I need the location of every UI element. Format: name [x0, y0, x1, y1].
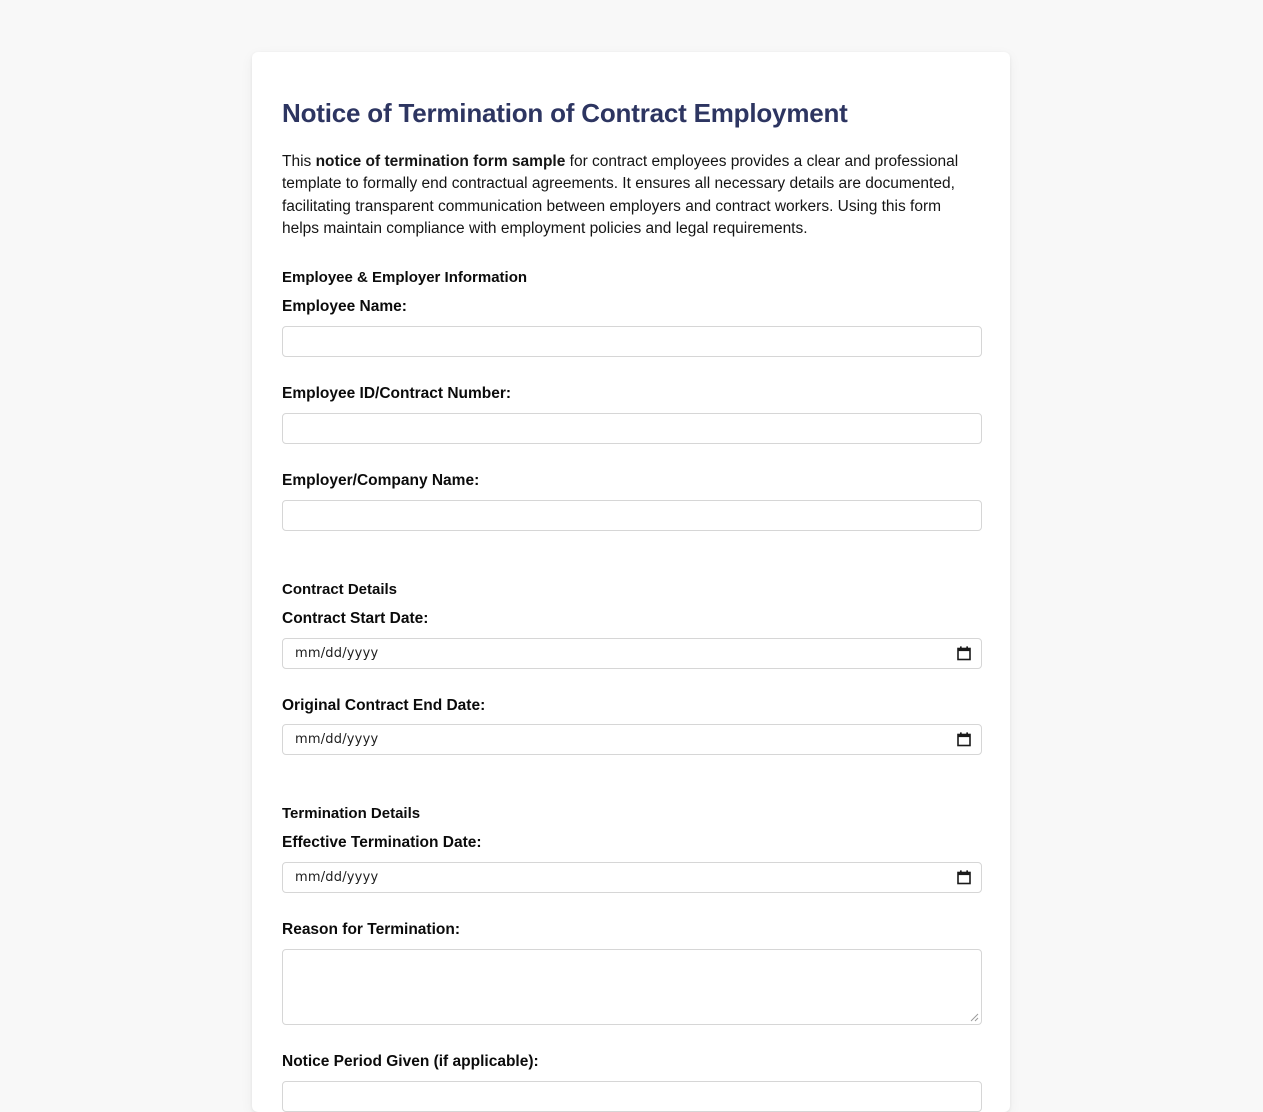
spacer	[282, 669, 980, 683]
employee-id-input[interactable]	[282, 413, 982, 444]
intro-text-after: for contract employees provides a clear and professional template to formally end contractual agreements. It ensures all necessary details are documented, facilitating transparent communication between employers and contract workers. Using this form helps maintain compliance with employment policies and legal requirements.	[282, 153, 959, 237]
section-heading-termination-details: Termination Details	[282, 805, 421, 823]
calendar-icon[interactable]	[957, 870, 971, 885]
notice-period-label: Notice Period Given (if applicable):	[282, 1053, 539, 1071]
field-effective-termination-date	[282, 824, 980, 893]
effective-termination-date-placeholder: mm/dd/yyyy	[295, 870, 379, 886]
contract-start-date-label: Contract Start Date:	[282, 609, 429, 627]
notice-period-input[interactable]	[282, 1081, 982, 1112]
employer-name-label: Employer/Company Name:	[282, 471, 480, 489]
form-card	[252, 52, 1010, 1112]
spacer	[282, 755, 980, 776]
spacer	[282, 531, 980, 552]
intro-paragraph	[282, 129, 980, 240]
intro-text-before: This	[282, 153, 316, 171]
contract-start-date-placeholder: mm/dd/yyyy	[295, 645, 379, 661]
employee-id-label: Employee ID/Contract Number:	[282, 384, 512, 402]
field-employer-name	[282, 458, 980, 531]
effective-termination-date-label: Effective Termination Date:	[282, 834, 482, 852]
field-employee-name	[282, 288, 980, 357]
intro-text-bold: notice of termination form sample	[315, 153, 566, 171]
spacer	[282, 357, 980, 371]
field-contract-start-date	[282, 600, 980, 669]
section-heading-employee-employer: Employee & Employer Information	[282, 268, 528, 286]
reason-for-termination-label: Reason for Termination:	[282, 921, 460, 939]
calendar-icon[interactable]	[957, 732, 971, 747]
employee-name-label: Employee Name:	[282, 297, 407, 315]
spacer	[282, 1025, 980, 1039]
field-reason-for-termination	[282, 907, 980, 1025]
page-title: Notice of Termination of Contract Employment	[282, 98, 848, 128]
employer-name-input[interactable]	[282, 500, 982, 531]
spacer	[282, 444, 980, 458]
field-notice-period	[282, 1039, 980, 1112]
reason-for-termination-textarea[interactable]	[282, 949, 982, 1025]
calendar-icon[interactable]	[957, 646, 971, 661]
spacer	[282, 893, 980, 907]
field-contract-end-date	[282, 683, 980, 756]
effective-termination-date-input[interactable]	[282, 862, 982, 893]
contract-end-date-placeholder: mm/dd/yyyy	[295, 732, 379, 748]
resize-grip-icon[interactable]	[967, 1010, 979, 1022]
contract-end-date-label: Original Contract End Date:	[282, 696, 486, 714]
contract-end-date-input[interactable]	[282, 724, 982, 755]
section-heading-contract-details: Contract Details	[282, 580, 398, 598]
employee-name-input[interactable]	[282, 326, 982, 357]
contract-start-date-input[interactable]	[282, 638, 982, 669]
field-employee-id	[282, 371, 980, 444]
